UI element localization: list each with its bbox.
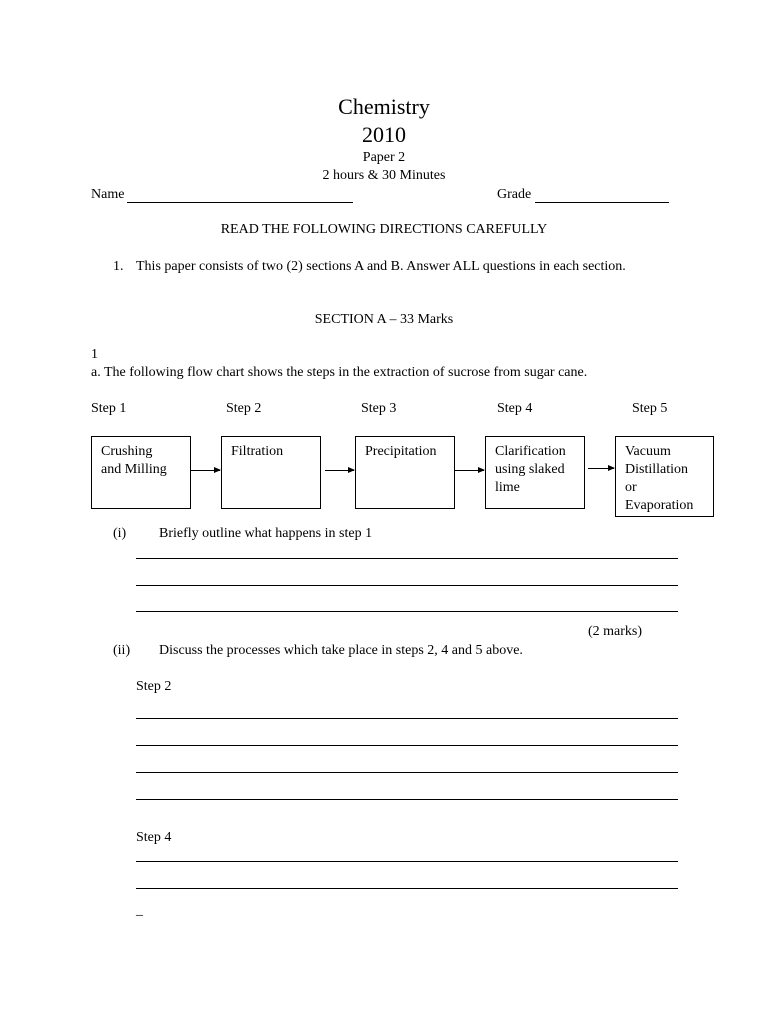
- grade-line: [535, 202, 669, 203]
- flow-box-text: Precipitation: [365, 444, 437, 459]
- exam-subject: Chemistry: [338, 94, 430, 119]
- flow-box-text: Clarification: [495, 444, 566, 459]
- step-label-1: Step 1: [91, 401, 127, 416]
- flow-box-text: Distillation: [625, 462, 688, 477]
- answer-line: [136, 585, 678, 586]
- step-label-4: Step 4: [497, 401, 533, 416]
- answer-line: [136, 745, 678, 746]
- directions-item-text: This paper consists of two (2) sections A and B. Answer ALL questions in each section.: [136, 259, 626, 274]
- part-i-question: Briefly outline what happens in step 1: [159, 526, 373, 541]
- answer-line: [136, 888, 678, 889]
- flow-box-text: Evaporation: [625, 498, 694, 513]
- duration-label: 2 hours & 30 Minutes: [322, 168, 446, 183]
- part-ii-marker: (ii): [113, 643, 131, 658]
- name-label: Name: [91, 187, 125, 202]
- flow-arrow-1-2: [191, 470, 220, 471]
- answer-line: [136, 799, 678, 800]
- flow-arrow-2-3: [325, 470, 354, 471]
- flow-box-text: lime: [495, 480, 520, 495]
- flow-box-text: Filtration: [231, 444, 284, 459]
- part-i-marks: (2 marks): [588, 624, 643, 639]
- flow-box-text: and Milling: [101, 462, 167, 477]
- answer-line: [136, 772, 678, 773]
- flow-arrow-3-4: [455, 470, 484, 471]
- flow-box-text: using slaked: [495, 462, 565, 477]
- name-line: [127, 202, 353, 203]
- flow-box-text: Vacuum: [625, 444, 671, 459]
- directions-heading: READ THE FOLLOWING DIRECTIONS CAREFULLY: [220, 222, 548, 237]
- exam-year: 2010: [362, 122, 406, 147]
- step-4-label: Step 4: [136, 830, 172, 845]
- question-part-a: a. The following flow chart shows the steps in the extraction of sucrose from sugar cane.: [91, 365, 588, 380]
- question-number: 1: [91, 347, 98, 362]
- section-heading: SECTION A – 33 Marks: [314, 312, 454, 327]
- directions-item-number: 1.: [113, 259, 124, 274]
- grade-label: Grade: [497, 187, 532, 202]
- flow-box-precipitation: [355, 436, 455, 509]
- flow-box-crushing: [91, 436, 191, 509]
- step-label-3: Step 3: [361, 401, 397, 416]
- answer-line: [136, 718, 678, 719]
- flow-box-text: Crushing: [101, 444, 153, 459]
- trailing-underscore: _: [136, 903, 143, 918]
- flow-box-text: or: [625, 480, 637, 495]
- flow-box-filtration: [221, 436, 321, 509]
- answer-line: [136, 611, 678, 612]
- flow-arrow-4-5: [588, 468, 614, 469]
- flow-box-clarification: [485, 436, 585, 509]
- answer-line: [136, 558, 678, 559]
- step-2-label: Step 2: [136, 679, 172, 694]
- paper-label: Paper 2: [362, 150, 406, 165]
- part-ii-question: Discuss the processes which take place in steps 2, 4 and 5 above.: [159, 643, 523, 658]
- flow-box-vacuum-distillation: [615, 436, 714, 517]
- answer-line: [136, 861, 678, 862]
- step-label-5: Step 5: [632, 401, 668, 416]
- step-label-2: Step 2: [226, 401, 262, 416]
- part-i-marker: (i): [113, 526, 127, 541]
